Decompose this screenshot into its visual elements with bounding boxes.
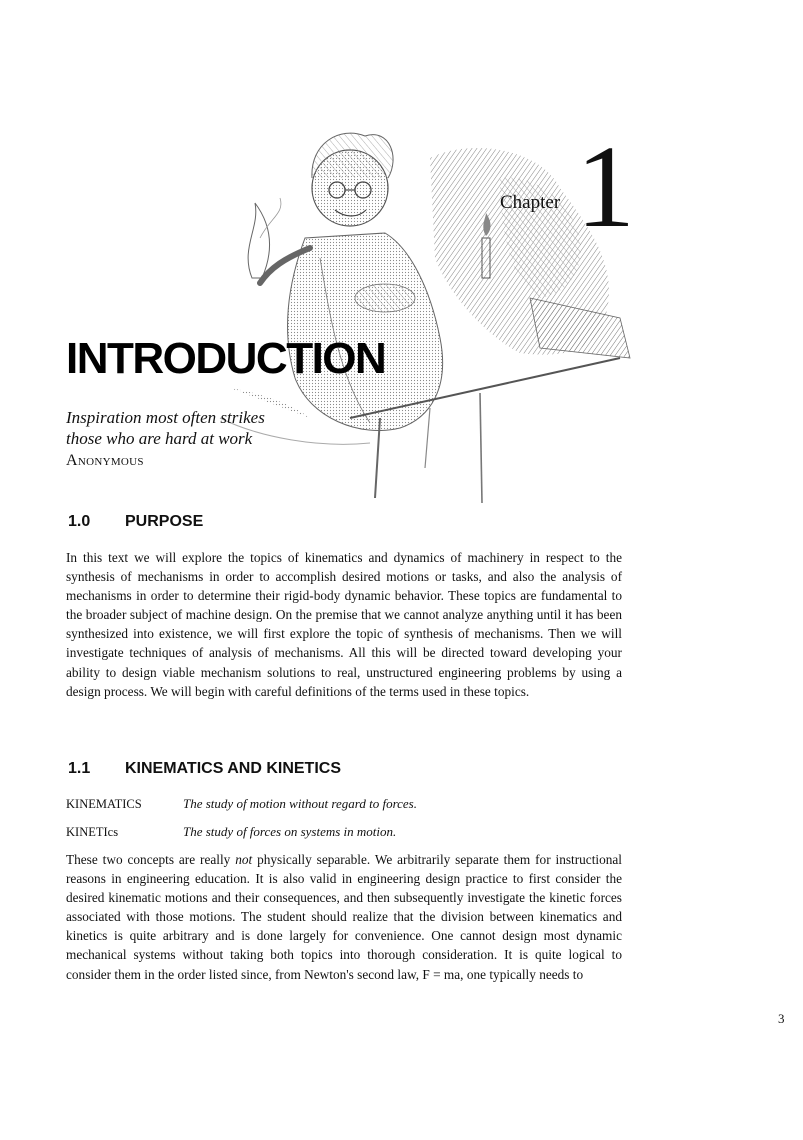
paragraph-text: physically separable. We arbitrarily separate them for instructional reasons in engineering education. It is also valid in engineering design practice to first consider the desired kinematic motions and their consequences, and then subsequently investigate the kinetic forces associated with those motions. The student should realize that the division between kinematics and kinetics is quite arbitrary and is done largely for convenience. One cannot design most dynamic mechanical systems without taking both topics into thorough consideration. It is quite logical to consider them in the order listed since, from Newton's second law, F = ma, one typically needs to xyxy=(66,852,622,982)
chapter-number: 1 xyxy=(576,121,635,252)
epigraph-line-1: Inspiration most often strikes xyxy=(66,408,265,427)
section-heading-kinematics xyxy=(68,760,341,778)
definition-term: KINETIcs xyxy=(66,825,119,839)
emphasis-text: not xyxy=(235,852,253,867)
epigraph xyxy=(66,407,265,471)
section-number: 1.1 xyxy=(68,760,91,777)
section-title: KINEMATICS AND KINETICS xyxy=(125,760,341,777)
page-number: 3 xyxy=(778,1011,785,1026)
section-title: PURPOSE xyxy=(125,513,204,530)
definition-row xyxy=(66,794,622,822)
kinematics-paragraph xyxy=(66,850,622,984)
definition-list xyxy=(66,794,622,850)
epigraph-line-2: those who are hard at work xyxy=(66,429,253,448)
epigraph-author: Anonymous xyxy=(66,452,144,469)
definition-term: KINEMATICS xyxy=(66,797,142,811)
chapter-title: INTRODUCTION xyxy=(66,334,386,383)
definition-row xyxy=(66,822,622,850)
definition-text: The study of forces on systems in motion. xyxy=(183,824,397,839)
section-number: 1.0 xyxy=(68,513,91,530)
definition-text: The study of motion without regard to forces. xyxy=(183,796,417,811)
paragraph-text: These two concepts are really xyxy=(66,852,236,867)
purpose-paragraph: In this text we will explore the topics of kinematics and dynamics of machinery in respect to the synthesis of mechanisms in order to accomplish desired motions or tasks, and also the analysis of mechanisms in order to determine their rigid-body dynamic behavior. These topics are fundamental to the broader subject of machine design. On the premise that we cannot analyze anything until it has been synthesized into existence, we will first explore the topic of synthesis of mechanisms. Then we will investigate techniques of analysis of mechanisms. All this will be directed toward developing your ability to design viable mechanism solutions to real, unstructured engineering problems by using a design process. We will begin with careful definitions of the terms used in these topics. xyxy=(66,550,622,699)
chapter-label: Chapter xyxy=(500,192,561,213)
section-heading-purpose xyxy=(68,513,203,531)
